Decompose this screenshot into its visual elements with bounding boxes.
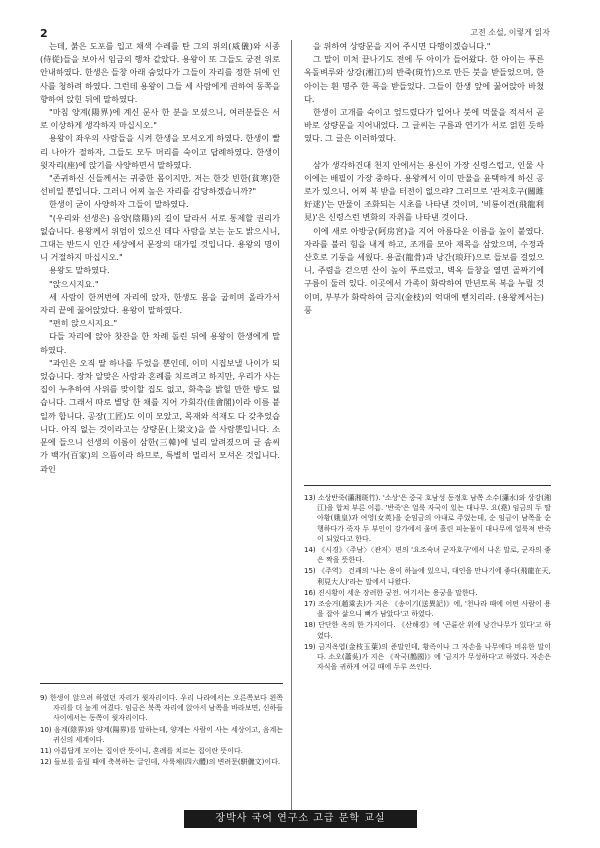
footnote: 9) 한생이 앉으려 하였던 자리가 윗자리이다. 우리 나라에서는 오른쪽보다 왼쪽 자리를 더 높게 여겼다. 임금은 북쪽 자리에 앉아서 남쪽을 바라보면, 신하들 사이에서는 동쪽이 윗자리이다. (40, 694, 283, 723)
body-paragraph: 다들 자리에 앉아 찻잔을 한 차례 돌린 뒤에 용왕이 한생에게 말하였다. (40, 331, 280, 355)
left-column (40, 40, 280, 673)
body-paragraph: 용왕이 좌우의 사람들을 시켜 한생을 모셔오게 하였다. 한생이 빨리 나아가 절하자, 그들도 모두 머리를 숙이고 답례하였다. 한생이 윗자리(座)에 앉기를 사양하면서 말하였다. (40, 133, 280, 170)
body-paragraph: "마침 양계(陽界)에 계신 문사 한 분을 모셨으니, 여러분들은 서로 이상하게 생각하지 마십시오." (40, 107, 280, 131)
footnote: 10) 음계(陰界)와 양계(陽界)를 말하는데, 양계는 사람이 사는 세상이고, 음계는 귀신의 세계이다. (40, 725, 283, 744)
footnotes-right (304, 493, 551, 673)
footnote: 12) 들보를 올릴 때에 축복하는 글인데, 사륙체(四六體)의 변려문(騈儷文)이다. (40, 758, 281, 767)
footnote: 17) 조승거(趙乘去)가 지은 《송이기(送異記)》에, '천나라 때에 어떤 사람이 용을 잡아 삶으니 뼈가 남았다'고 하였다. (304, 600, 551, 619)
body-paragraph: "앉으시지요." (49, 278, 99, 289)
footnote-divider (304, 485, 551, 486)
body-paragraph: 는데, 붉은 도포를 입고 채색 수레를 탄 그의 위의(威儀)와 시종(侍從)들을 보아서 임금의 행차 같았다. 용왕이 또 그들도 궁전 위로 안내하였다. 한생은 들창 아래 숨었다가 그들이 자리를 정한 뒤에 인사를 청하려 하였다. 그런데 용왕이 그들 세 사람에게 권하여 동쪽을 향하여 앉힌 뒤에 말하였다. (40, 41, 280, 104)
running-title: 고전 소설, 이렇게 읽자 (470, 28, 550, 37)
footnote: 19) 금지옥엽(金枝玉葉)의 준말인데, 황족이나 그 자손을 나무에다 비유한 말이다. 소오(蕭吳)가 지은 《작국(鵲國)》에 '금지가 무성하다'고 하였다. 자손은 자식을 귀하게 여길 때에 두루 쓰인다. (304, 642, 551, 672)
page-header (0, 0, 600, 40)
footnote: 15) 《주역》 건괘의 '나는 용이 하늘에 있으니, 대인을 만나기에 좋다(飛龍在天, 利見大人)'라는 말에서 나왔다. (304, 567, 551, 586)
body-paragraph: 그 말이 미처 끝나기도 전에 두 아이가 들어왔다. 한 아이는 푸른 옥돌벼루와 상강(湘江)의 반죽(斑竹)으로 만든 붓을 받들었으며, 한 아이는 흰 명주 한 폭을 받들었다. 그들이 한생 앞에 꿇어앉아 바쳤다. (304, 54, 544, 104)
footnote: 11) 아름답게 모이는 집이란 뜻이니, 혼례를 치르는 집이란 뜻이다. (40, 747, 243, 756)
page-number: 2 (40, 27, 48, 40)
footnotes-left (40, 693, 283, 768)
body-paragraph: "과인은 오직 딸 하나를 두었을 뿐인데, 이미 시집보낼 나이가 되었습니다. 장차 알맞은 사람과 혼례를 치르려고 하지만, 우리가 사는 집이 누추하여 사위를 맞이할 집도 없고, 화촉을 밝힐 만한 방도 없습니다. 그래서 따로 별당 한 채를 지어 가회각(佳會閣)이라 이름 붙일까 합니다. 공장(工匠)도 이미 모았고, 목재와 석재도 다 갖추었습니다. 아직 없는 것이라고는 상량문(上梁文)을 쓸 사람뿐입니다. 소문에 들으니 선생의 이름이 삼한(三韓)에 널리 알려졌으며 글 솜씨가 백가(百家)의 으뜸이라 하므로, 특별히 멀리서 모셔온 것입니다. 과인 (40, 357, 280, 474)
body-paragraph: 한생이 굳이 사양하자 그들이 말하였다. (49, 199, 189, 210)
footnote-divider (40, 683, 283, 684)
body-paragraph: 세 사람이 한꺼번에 자리에 앉자, 한생도 몸을 굽히며 올라가서 자리 끝에 꿇어앉았다. 용왕이 말하였다. (40, 291, 280, 316)
footnote: 16) 진시황이 세운 장려한 궁전. 여기서는 용궁을 말한다. (304, 588, 478, 597)
column-divider (291, 40, 292, 810)
footnote: 14) 《시경》〈주남〉〈관저〉편의 '요조숙녀 군자호구'에서 나온 말로, 군자의 좋은 짝을 뜻한다. (304, 546, 551, 565)
footer-banner: 장박사 국어 연구소 고급 문학 교실 (184, 810, 417, 828)
footnote: 13) 소상반죽(瀟湘斑竹). '소상'은 중국 호남성 동정호 남쪽 소수(瀟水)와 상강(湘江)을 합쳐 부른 이름. '반죽'은 얼룩 자국이 있는 대나무. 요(堯) 임금의 두 딸 아황(娥皇)과 여영(女英)을 순임금의 아내로 주었는데, 순 임금이 남쪽을 순행하다가 죽자 두 부인이 강가에서 울며 흘린 피눈물이 대나무에 얼룩져 반죽이 되었다고 한다. (304, 494, 551, 543)
body-paragraph: 용왕도 말하였다. (49, 265, 110, 276)
footnote: 18) 단단한 옥의 한 가지이다. 《산해경》에 '곤륜산 위에 낭간나무가 있다'고 하였다. (304, 621, 551, 640)
body-paragraph: "존귀하신 신들께서는 귀중한 몸이지만, 저는 한갓 빈한(貧寒)한 선비일 뿐입니다. 그러니 어찌 높은 자리를 감당하겠습니까?" (40, 173, 280, 197)
body-paragraph: 한생이 고개를 숙이고 엎드렸다가 일어나 붓에 먹물을 적셔서 곧바로 상량문을 지어내었다. 그 글씨는 구름과 연기가 서로 얽힌 듯하였다. 그 글은 이러하였다. (304, 107, 544, 144)
body-paragraph: "(우리와 선생은) 음양(陰陽)의 길이 달라서 서로 통제할 권리가 없습니다. 용왕께서 위엄이 있으신 데다 사람을 보는 눈도 밝으시니, 그대는 반드시 인간 세상에서 문장의 대가일 것입니다. 용왕의 명이니 거절하지 마십시오." (40, 212, 280, 263)
body-paragraph: 이에 새로 아방궁(阿房宮)을 지어 아름다운 이름을 높이 붙였다. 자라를 불러 힘을 내게 하고, 조개를 모아 재목을 삼았으며, 수정과 산호로 기둥을 세웠다. 용골(龍骨)과 낭간(琅玕)으로 들보를 걸었으니, 주렴을 걷으면 산이 높이 푸르렀고, 벽옥 들창을 열면 골짜기에 구름이 둘러 있다. 이곳에서 가족이 화락하여 만년토록 복을 누릴 것이며, 부부가 화락하여 금지(金枝)의 억대에 뻗치리라. (용왕께서는) 풍 (304, 225, 544, 315)
right-column (304, 40, 544, 480)
body-paragraph: "편히 앉으시지요." (49, 318, 118, 329)
body-paragraph: 을 위하여 상량문을 지어 주시면 다행이겠습니다." (313, 41, 491, 51)
body-paragraph: 삼가 생각하건대 천지 안에서는 용신이 가장 신령스럽고, 인물 사이에는 배필이 가장 중하다. 용왕께서 이미 만물을 윤택하게 하신 공로가 있으니, 어찌 복 받을 터전이 없으랴? 그러므로 '관저호구(關雎好逑)'는 만물이 조화되는 시초를 나타낸 것이며, '비룡이견(飛龍利見)'은 신령스런 변화의 자취를 나타낸 것이다. (304, 159, 544, 223)
